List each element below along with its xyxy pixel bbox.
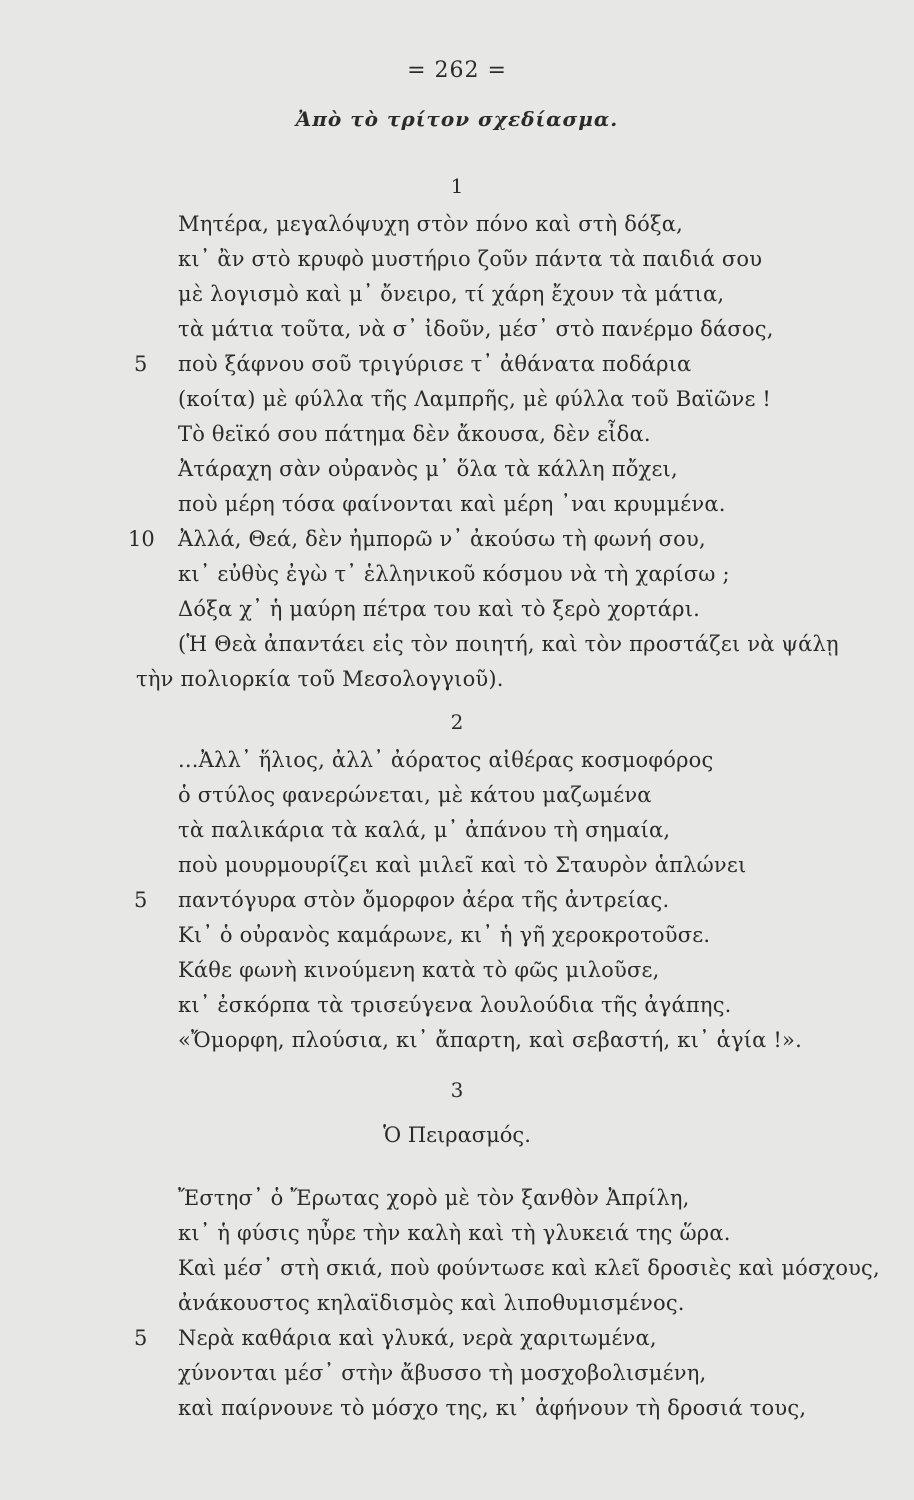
verse-line: ποὺ μουρμουρίζει καὶ μιλεῖ καὶ τὸ Σταυρὸν ἁπλώνει <box>178 853 747 877</box>
verse-line: ποὺ ξάφνου σοῦ τριγύρισε τ᾿ ἀθάνατα ποδάρια <box>178 352 692 376</box>
verse-line: ἀνάκουστος κηλαϊδισμὸς καὶ λιποθυμισμένος. <box>178 1291 685 1315</box>
section-subtitle: Ὁ Πειρασμός. <box>383 1123 531 1147</box>
verse-line: κι᾿ ἡ φύσις ηὖρε τὴν καλὴ καὶ τὴ γλυκειά της ὥρα. <box>178 1221 731 1245</box>
verse-line: κι᾿ ἂν στὸ κρυφὸ μυστήριο ζοῦν πάντα τὰ παιδιά σου <box>178 247 763 271</box>
section-number: 2 <box>450 710 464 734</box>
verse-line: ...Ἀλλ᾿ ἥλιος, ἀλλ᾿ ἀόρατος αἰθέρας κοσμοφόρος <box>178 748 714 772</box>
verse-line: καὶ παίρνουνε τὸ μόσχο της, κι᾿ ἀφήνουν τὴ δροσιά τους, <box>178 1396 807 1420</box>
verse-line: (κοίτα) μὲ φύλλα τῆς Λαμπρῆς, μὲ φύλλα τοῦ Βαϊῶνε ! <box>178 387 772 411</box>
stage-note: (Ἡ Θεὰ ἀπαντάει εἰς τὸν ποιητή, καὶ τὸν προστάζει νὰ ψάλῃ <box>178 632 839 656</box>
page-title: Ἀπὸ τὸ τρίτον σχεδίασμα. <box>295 107 619 131</box>
page-number: = 262 = <box>407 58 507 83</box>
section-number: 1 <box>450 174 464 198</box>
line-number: 5 <box>134 888 148 912</box>
verse-line: Κάθε φωνὴ κινούμενη κατὰ τὸ φῶς μιλοῦσε, <box>178 958 660 982</box>
verse-line: Δόξα χ᾿ ἡ μαύρη πέτρα του καὶ τὸ ξερὸ χορτάρι. <box>178 597 701 621</box>
verse-line: Ἔστησ᾿ ὁ Ἔρωτας χορὸ μὲ τὸν ξανθὸν Ἀπρίλη, <box>178 1186 690 1210</box>
line-number: 5 <box>134 1326 148 1350</box>
line-number: 5 <box>134 352 148 376</box>
line-number: 10 <box>128 527 155 551</box>
verse-line: τὰ μάτια τοῦτα, νὰ σ᾿ ἰδοῦν, μέσ᾿ στὸ πανέρμο δάσος, <box>178 317 774 341</box>
verse-line: Μητέρα, μεγαλόψυχη στὸν πόνο καὶ στὴ δόξα, <box>178 212 683 236</box>
verse-line: κι᾿ εὐθὺς ἐγὼ τ᾿ ἑλληνικοῦ κόσμου νὰ τὴ χαρίσω ; <box>178 562 730 586</box>
verse-line: ποὺ μέρη τόσα φαίνονται καὶ μέρη ᾿ναι κρυμμένα. <box>178 492 726 516</box>
verse-line: χύνονται μέσ᾿ στὴν ἄβυσσο τὴ μοσχοβολισμένη, <box>178 1361 707 1385</box>
verse-line: Ἀτάραχη σὰν οὐρανὸς μ᾿ ὅλα τὰ κάλλη πὄχει, <box>178 457 678 481</box>
verse-line: τὰ παλικάρια τὰ καλά, μ᾿ ἀπάνου τὴ σημαία, <box>178 818 671 842</box>
verse-line: Ἀλλά, Θεά, δὲν ἠμπορῶ ν᾿ ἀκούσω τὴ φωνή σου, <box>178 527 706 551</box>
verse-line: παντόγυρα στὸν ὄμορφον ἀέρα τῆς ἀντρείας. <box>178 888 670 912</box>
verse-line: Τὸ θεϊκό σου πάτημα δὲν ἄκουσα, δὲν εἶδα. <box>178 422 651 446</box>
verse-line: ὁ στύλος φανερώνεται, μὲ κάτου μαζωμένα <box>178 783 652 807</box>
stage-note: τὴν πολιορκία τοῦ Μεσολογγιοῦ). <box>136 667 504 691</box>
section-number: 3 <box>450 1078 464 1102</box>
verse-line: κι᾿ ἐσκόρπα τὰ τρισεύγενα λουλούδια τῆς ἀγάπης. <box>178 993 732 1017</box>
verse-line: «Ὄμορφη, πλούσια, κι᾿ ἄπαρτη, καὶ σεβαστή, κι᾿ ἁγία !». <box>178 1028 802 1052</box>
verse-line: Κι᾿ ὁ οὐρανὸς καμάρωνε, κι᾿ ἡ γῆ χεροκροτοῦσε. <box>178 923 711 947</box>
verse-line: μὲ λογισμὸ καὶ μ᾿ ὄνειρο, τί χάρη ἔχουν τὰ μάτια, <box>178 282 725 306</box>
verse-line: Καὶ μέσ᾿ στὴ σκιά, ποὺ φούντωσε καὶ κλεῖ δροσιὲς καὶ μόσχους, <box>178 1256 880 1280</box>
verse-line: Νερὰ καθάρια καὶ γλυκά, νερὰ χαριτωμένα, <box>178 1326 657 1350</box>
